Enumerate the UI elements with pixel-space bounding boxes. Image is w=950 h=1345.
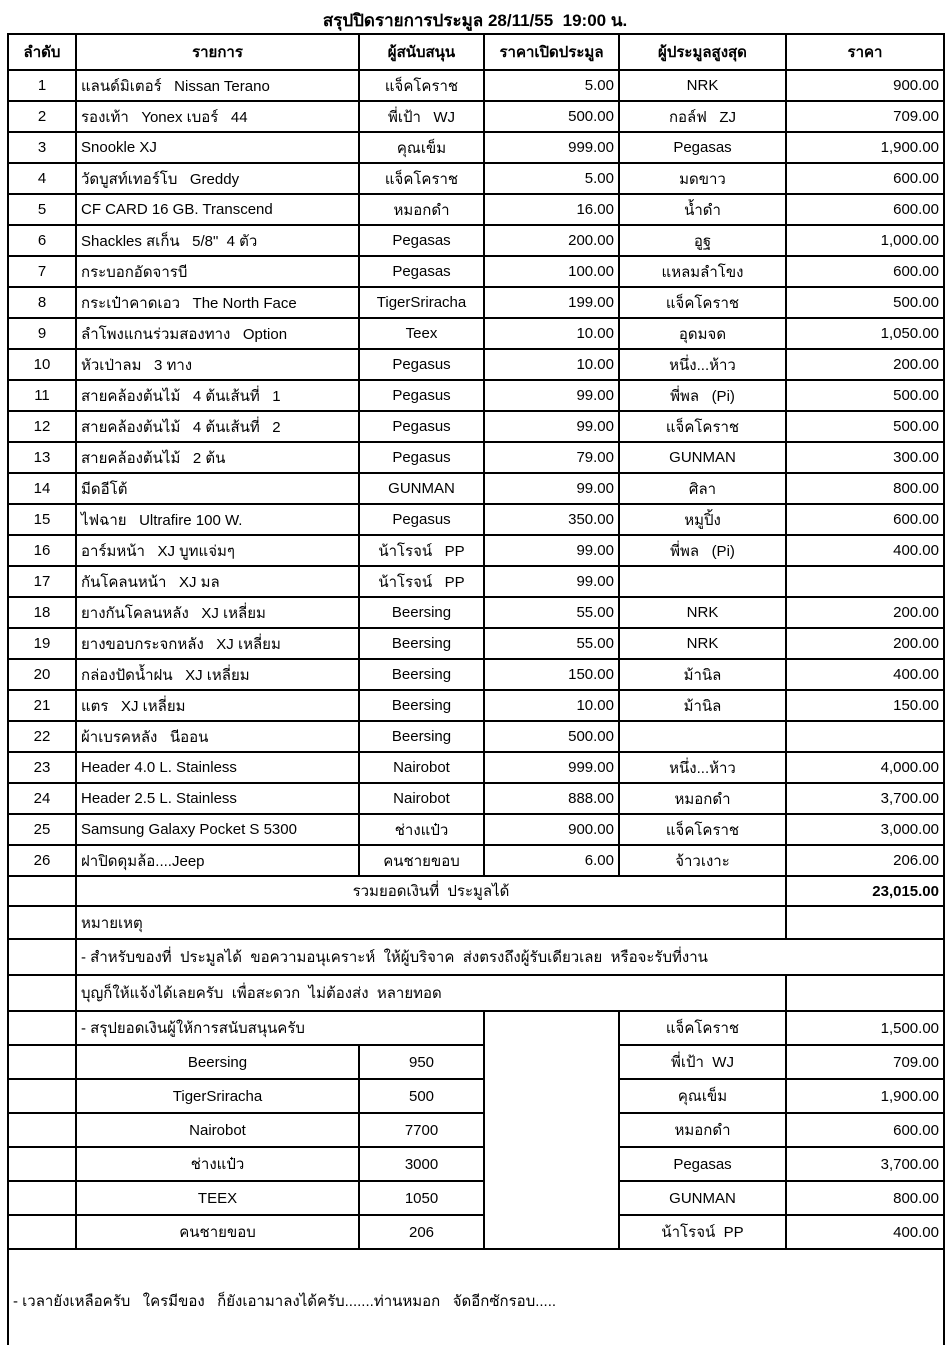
- summary-left-amount: 206: [359, 1215, 484, 1249]
- summary-row: [8, 1079, 944, 1113]
- cell-price: 600.00: [786, 194, 944, 225]
- summary-right-name: น้าโรจน์ PP: [619, 1215, 786, 1249]
- cell-price: 1,050.00: [786, 318, 944, 349]
- cell-no: 17: [8, 566, 76, 597]
- table-row: [8, 442, 944, 473]
- note-line-1: - สำหรับของที่ ประมูลได้ ขอความอนุเคราะห์ ให้ผู้บริจาค ส่งตรงถึงผู้รับเดียวเลย หรือจะรับที่งาน: [76, 939, 944, 975]
- summary-right-name: หมอกดำ: [619, 1113, 786, 1147]
- cell-no: 23: [8, 752, 76, 783]
- table-row: [8, 845, 944, 876]
- summary-header-row: [8, 1011, 944, 1045]
- header-no: ลำดับ: [8, 34, 76, 70]
- table-row: [8, 163, 944, 194]
- table-row: [8, 659, 944, 690]
- cell-item: มีดอีโต้: [76, 473, 359, 504]
- cell-price: 300.00: [786, 442, 944, 473]
- cell-sponsor: น้าโรจน์ PP: [359, 535, 484, 566]
- header-row: [8, 34, 944, 70]
- cell-item: สายคล้องต้นไม้ 2 ต้น: [76, 442, 359, 473]
- summary-stub-cell: [8, 1215, 76, 1249]
- cell-price: 1,900.00: [786, 132, 944, 163]
- cell-item: ยางกันโคลนหลัง XJ เหลี่ยม: [76, 597, 359, 628]
- cell-price: 600.00: [786, 163, 944, 194]
- cell-item: สายคล้องต้นไม้ 4 ต้นเส้นที่ 1: [76, 380, 359, 411]
- cell-no: 10: [8, 349, 76, 380]
- cell-no: 22: [8, 721, 76, 752]
- table-row: [8, 256, 944, 287]
- table-row: [8, 194, 944, 225]
- cell-no: 25: [8, 814, 76, 845]
- cell-top-bidder: แจ็คโคราช: [619, 287, 786, 318]
- cell-open-price: 55.00: [484, 597, 619, 628]
- cell-price: 206.00: [786, 845, 944, 876]
- cell-open-price: 5.00: [484, 163, 619, 194]
- cell-top-bidder: ม้านิล: [619, 690, 786, 721]
- cell-open-price: 10.00: [484, 318, 619, 349]
- summary-right-name: พี่เป้า WJ: [619, 1045, 786, 1079]
- note-line-2: บุญก็ให้แจ้งได้เลยครับ เพื่อสะดวก ไม่ต้องส่ง หลายทอด: [76, 975, 786, 1011]
- notes-header: หมายเหตุ: [76, 906, 786, 939]
- cell-open-price: 150.00: [484, 659, 619, 690]
- summary-right-amount: 600.00: [786, 1113, 944, 1147]
- summary-row: [8, 1181, 944, 1215]
- cell-item: แลนด์มิเตอร์ Nissan Terano: [76, 70, 359, 101]
- cell-open-price: 5.00: [484, 70, 619, 101]
- total-stub-cell: [8, 876, 76, 906]
- summary-row: [8, 1215, 944, 1249]
- summary-left-name: Beersing: [76, 1045, 359, 1079]
- cell-sponsor: หมอกดำ: [359, 194, 484, 225]
- cell-open-price: 10.00: [484, 349, 619, 380]
- table-row: [8, 380, 944, 411]
- cell-sponsor: Pegasus: [359, 380, 484, 411]
- cell-sponsor: Pegasas: [359, 225, 484, 256]
- cell-open-price: 99.00: [484, 380, 619, 411]
- cell-item: แตร XJ เหลี่ยม: [76, 690, 359, 721]
- cell-price: 200.00: [786, 628, 944, 659]
- summary-row: [8, 1045, 944, 1079]
- cell-price: 200.00: [786, 597, 944, 628]
- cell-open-price: 55.00: [484, 628, 619, 659]
- cell-no: 18: [8, 597, 76, 628]
- cell-price: [786, 566, 944, 597]
- table-row: [8, 225, 944, 256]
- cell-open-price: 99.00: [484, 411, 619, 442]
- note-row-2: [8, 975, 944, 1011]
- cell-item: กระบอกอัดจารบี: [76, 256, 359, 287]
- header-open-price: ราคาเปิดประมูล: [484, 34, 619, 70]
- summary-right-amount: 1,500.00: [786, 1011, 944, 1045]
- summary-left-name: TigerSriracha: [76, 1079, 359, 1113]
- table-row: [8, 318, 944, 349]
- summary-left-amount: 1050: [359, 1181, 484, 1215]
- cell-sponsor: Pegasus: [359, 411, 484, 442]
- cell-top-bidder: หนึ่ง...ห้าว: [619, 752, 786, 783]
- cell-sponsor: Beersing: [359, 721, 484, 752]
- cell-top-bidder: หมอกดำ: [619, 783, 786, 814]
- table-row: [8, 101, 944, 132]
- cell-item: อาร์มหน้า XJ บูทแจ่มๆ: [76, 535, 359, 566]
- cell-no: 8: [8, 287, 76, 318]
- summary-right-name: GUNMAN: [619, 1181, 786, 1215]
- table-row: [8, 752, 944, 783]
- notes-price-stub: [786, 906, 944, 939]
- cell-item: Header 4.0 L. Stainless: [76, 752, 359, 783]
- cell-top-bidder: GUNMAN: [619, 442, 786, 473]
- table-row: [8, 597, 944, 628]
- cell-no: 7: [8, 256, 76, 287]
- cell-price: 3,000.00: [786, 814, 944, 845]
- cell-top-bidder: พี่พล (Pi): [619, 535, 786, 566]
- summary-left-amount: 3000: [359, 1147, 484, 1181]
- summary-header: - สรุปยอดเงินผู้ให้การสนับสนุนครับ: [76, 1011, 484, 1045]
- cell-open-price: 100.00: [484, 256, 619, 287]
- cell-item: หัวเป่าลม 3 ทาง: [76, 349, 359, 380]
- cell-price: [786, 721, 944, 752]
- cell-open-price: 888.00: [484, 783, 619, 814]
- cell-no: 20: [8, 659, 76, 690]
- cell-top-bidder: [619, 566, 786, 597]
- cell-open-price: 999.00: [484, 752, 619, 783]
- cell-top-bidder: กอล์ฟ ZJ: [619, 101, 786, 132]
- cell-no: 4: [8, 163, 76, 194]
- cell-top-bidder: น้ำดำ: [619, 194, 786, 225]
- cell-top-bidder: Pegasas: [619, 132, 786, 163]
- cell-top-bidder: พี่พล (Pi): [619, 380, 786, 411]
- summary-left-name: ช่างแป๋ว: [76, 1147, 359, 1181]
- cell-item: ฝาปิดดุมล้อ....Jeep: [76, 845, 359, 876]
- cell-open-price: 350.00: [484, 504, 619, 535]
- cell-price: 200.00: [786, 349, 944, 380]
- cell-open-price: 500.00: [484, 101, 619, 132]
- cell-no: 16: [8, 535, 76, 566]
- cell-no: 9: [8, 318, 76, 349]
- total-row: [8, 876, 944, 906]
- cell-no: 26: [8, 845, 76, 876]
- cell-item: ไฟฉาย Ultrafire 100 W.: [76, 504, 359, 535]
- auction-rows: [8, 70, 944, 876]
- table-row: [8, 349, 944, 380]
- summary-right-name: Pegasas: [619, 1147, 786, 1181]
- summary-stub-cell: [8, 1045, 76, 1079]
- cell-price: 600.00: [786, 256, 944, 287]
- cell-no: 13: [8, 442, 76, 473]
- summary-row: [8, 1113, 944, 1147]
- cell-price: 500.00: [786, 380, 944, 411]
- total-value: 23,015.00: [786, 876, 944, 906]
- cell-top-bidder: แหลมลำโขง: [619, 256, 786, 287]
- summary-right-amount: 400.00: [786, 1215, 944, 1249]
- cell-sponsor: พี่เป้า WJ: [359, 101, 484, 132]
- cell-top-bidder: [619, 721, 786, 752]
- cell-price: 709.00: [786, 101, 944, 132]
- table-row: [8, 690, 944, 721]
- cell-open-price: 99.00: [484, 566, 619, 597]
- summary-right-name: แจ็คโคราช: [619, 1011, 786, 1045]
- notes-header-row: [8, 906, 944, 939]
- cell-sponsor: Pegasus: [359, 442, 484, 473]
- cell-item: Shackles สเก็น 5/8" 4 ตัว: [76, 225, 359, 256]
- cell-sponsor: Pegasus: [359, 504, 484, 535]
- auction-table: [7, 33, 945, 1345]
- cell-sponsor: แจ็คโคราช: [359, 70, 484, 101]
- cell-item: Samsung Galaxy Pocket S 5300: [76, 814, 359, 845]
- cell-no: 2: [8, 101, 76, 132]
- note-row-1: [8, 939, 944, 975]
- notes-stub-cell: [8, 906, 76, 939]
- cell-top-bidder: ม้านิล: [619, 659, 786, 690]
- cell-item: Header 2.5 L. Stainless: [76, 783, 359, 814]
- note1-stub-cell: [8, 939, 76, 975]
- summary-stub-cell: [8, 1113, 76, 1147]
- table-row: [8, 473, 944, 504]
- table-row: [8, 566, 944, 597]
- summary-left-amount: 950: [359, 1045, 484, 1079]
- cell-item: กันโคลนหน้า XJ มล: [76, 566, 359, 597]
- cell-top-bidder: NRK: [619, 70, 786, 101]
- header-top-bidder: ผู้ประมูลสูงสุด: [619, 34, 786, 70]
- cell-item: Snookle XJ: [76, 132, 359, 163]
- summary-left-amount: 500: [359, 1079, 484, 1113]
- cell-top-bidder: หนึ่ง...ห้าว: [619, 349, 786, 380]
- table-row: [8, 535, 944, 566]
- cell-open-price: 6.00: [484, 845, 619, 876]
- cell-top-bidder: มดขาว: [619, 163, 786, 194]
- cell-open-price: 10.00: [484, 690, 619, 721]
- cell-sponsor: Teex: [359, 318, 484, 349]
- cell-sponsor: คนชายขอบ: [359, 845, 484, 876]
- summary-right-amount: 800.00: [786, 1181, 944, 1215]
- cell-no: 24: [8, 783, 76, 814]
- cell-no: 15: [8, 504, 76, 535]
- cell-open-price: 79.00: [484, 442, 619, 473]
- cell-sponsor: GUNMAN: [359, 473, 484, 504]
- summary-left-name: TEEX: [76, 1181, 359, 1215]
- summary-stub-cell: [8, 1147, 76, 1181]
- cell-top-bidder: แจ็คโคราช: [619, 814, 786, 845]
- cell-top-bidder: หมูปิ้ง: [619, 504, 786, 535]
- cell-open-price: 200.00: [484, 225, 619, 256]
- cell-open-price: 500.00: [484, 721, 619, 752]
- cell-price: 4,000.00: [786, 752, 944, 783]
- cell-no: 21: [8, 690, 76, 721]
- sponsor-summary: [8, 1011, 944, 1249]
- cell-open-price: 199.00: [484, 287, 619, 318]
- table-row: [8, 132, 944, 163]
- table-row: [8, 721, 944, 752]
- table-row: [8, 70, 944, 101]
- cell-item: ยางขอบกระจกหลัง XJ เหลี่ยม: [76, 628, 359, 659]
- cell-item: สายคล้องต้นไม้ 4 ต้นเส้นที่ 2: [76, 411, 359, 442]
- cell-item: ผ้าเบรคหลัง นีออน: [76, 721, 359, 752]
- cell-sponsor: Pegasus: [359, 349, 484, 380]
- summary-right-amount: 1,900.00: [786, 1079, 944, 1113]
- summary-left-name: Nairobot: [76, 1113, 359, 1147]
- cell-price: 900.00: [786, 70, 944, 101]
- cell-sponsor: TigerSriracha: [359, 287, 484, 318]
- cell-price: 150.00: [786, 690, 944, 721]
- total-and-notes: [8, 876, 944, 1011]
- table-row: [8, 783, 944, 814]
- cell-sponsor: Beersing: [359, 628, 484, 659]
- summary-left-name: คนชายขอบ: [76, 1215, 359, 1249]
- cell-item: กล่องปัดน้ำฝน XJ เหลี่ยม: [76, 659, 359, 690]
- cell-no: 1: [8, 70, 76, 101]
- cell-sponsor: Nairobot: [359, 752, 484, 783]
- header-price: ราคา: [786, 34, 944, 70]
- table-row: [8, 504, 944, 535]
- cell-sponsor: Beersing: [359, 690, 484, 721]
- cell-top-bidder: NRK: [619, 597, 786, 628]
- cell-item: CF CARD 16 GB. Transcend: [76, 194, 359, 225]
- footer-row: [8, 1249, 944, 1345]
- cell-no: 19: [8, 628, 76, 659]
- table-row: [8, 814, 944, 845]
- cell-top-bidder: อุดมจด: [619, 318, 786, 349]
- note2-price-stub: [786, 975, 944, 1011]
- cell-sponsor: ช่างแป๋ว: [359, 814, 484, 845]
- cell-price: 500.00: [786, 287, 944, 318]
- total-label: รวมยอดเงินที่ ประมูลได้: [76, 876, 786, 906]
- footer-section: [8, 1249, 944, 1345]
- cell-open-price: 99.00: [484, 473, 619, 504]
- summary-right-name: คุณเข็ม: [619, 1079, 786, 1113]
- header-item: รายการ: [76, 34, 359, 70]
- cell-top-bidder: ศิลา: [619, 473, 786, 504]
- cell-sponsor: Pegasas: [359, 256, 484, 287]
- cell-no: 12: [8, 411, 76, 442]
- table-row: [8, 287, 944, 318]
- cell-price: 600.00: [786, 504, 944, 535]
- cell-sponsor: คุณเข็ม: [359, 132, 484, 163]
- summary-stub-cell: [8, 1079, 76, 1113]
- page-title: สรุปปิดรายการประมูล 28/11/55 19:00 น.: [322, 11, 628, 30]
- cell-price: 400.00: [786, 659, 944, 690]
- summary-row: [8, 1147, 944, 1181]
- cell-top-bidder: จ้าวเงาะ: [619, 845, 786, 876]
- cell-open-price: 900.00: [484, 814, 619, 845]
- cell-no: 3: [8, 132, 76, 163]
- cell-open-price: 999.00: [484, 132, 619, 163]
- cell-top-bidder: อูฐ: [619, 225, 786, 256]
- footer-note: - เวลายังเหลือครับ ใครมีของ ก็ยังเอามาลงได้ครับ.......ท่านหมอก จัดอีกซักรอบ.....: [8, 1249, 944, 1345]
- summary-stub-cell: [8, 1011, 76, 1045]
- cell-item: ลำโพงแกนร่วมสองทาง Option: [76, 318, 359, 349]
- header-sponsor: ผู้สนับสนุน: [359, 34, 484, 70]
- cell-no: 6: [8, 225, 76, 256]
- cell-no: 11: [8, 380, 76, 411]
- cell-open-price: 16.00: [484, 194, 619, 225]
- summary-right-amount: 709.00: [786, 1045, 944, 1079]
- cell-price: 1,000.00: [786, 225, 944, 256]
- table-header: [8, 34, 944, 70]
- summary-left-amount: 7700: [359, 1113, 484, 1147]
- table-row: [8, 411, 944, 442]
- summary-middle-empty-cell: [484, 1011, 619, 1249]
- summary-stub-cell: [8, 1181, 76, 1215]
- cell-top-bidder: แจ็คโคราช: [619, 411, 786, 442]
- summary-right-amount: 3,700.00: [786, 1147, 944, 1181]
- cell-open-price: 99.00: [484, 535, 619, 566]
- cell-sponsor: น้าโรจน์ PP: [359, 566, 484, 597]
- table-row: [8, 628, 944, 659]
- cell-price: 3,700.00: [786, 783, 944, 814]
- cell-item: วัดบูสท์เทอร์โบ Greddy: [76, 163, 359, 194]
- cell-item: รองเท้า Yonex เบอร์ 44: [76, 101, 359, 132]
- cell-item: กระเป๋าคาดเอว The North Face: [76, 287, 359, 318]
- cell-no: 14: [8, 473, 76, 504]
- cell-sponsor: Nairobot: [359, 783, 484, 814]
- cell-price: 400.00: [786, 535, 944, 566]
- note2-stub-cell: [8, 975, 76, 1011]
- cell-price: 500.00: [786, 411, 944, 442]
- cell-top-bidder: NRK: [619, 628, 786, 659]
- cell-sponsor: Beersing: [359, 659, 484, 690]
- cell-price: 800.00: [786, 473, 944, 504]
- cell-sponsor: Beersing: [359, 597, 484, 628]
- cell-no: 5: [8, 194, 76, 225]
- cell-sponsor: แจ็คโคราช: [359, 163, 484, 194]
